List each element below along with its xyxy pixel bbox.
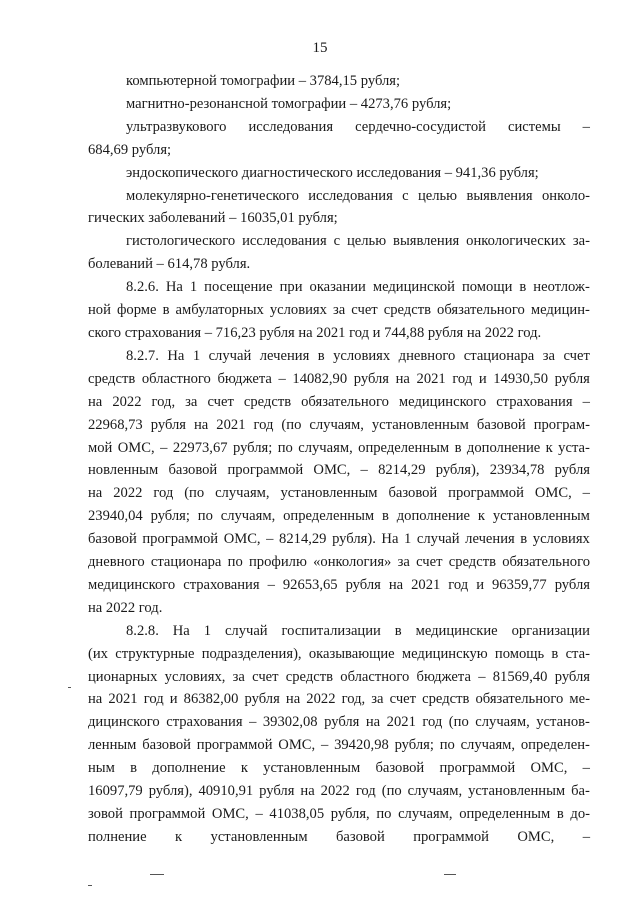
text-line: 8.2.6. На 1 посещение при оказании медицинской помощи в неотлож-: [126, 279, 590, 296]
text-line: зовой программой ОМС, – 41038,05 рубля, по случаям, определенным в до-: [88, 806, 590, 822]
text-line: медицинского страхования – 92653,65 рубля на 2021 год и 96359,77 рубля: [88, 576, 590, 593]
text-line: 16097,79 рубля), 40910,91 рубля на 2022 год (по случаям, установленным ба-: [88, 783, 590, 800]
text-line: на 2022 год, за счет средств обязательного медицинского страхования –: [88, 393, 590, 410]
scan-mark: [150, 874, 164, 875]
text-line: новленным базовой программой ОМС, – 8214,29 рубля), 23934,78 рубля: [88, 462, 590, 479]
page-number: 15: [312, 40, 328, 56]
text-line: на 2022 год (по случаям, установленным базовой программой ОМС, –: [88, 485, 590, 502]
text-line: полнение к установленным базовой программой ОМС, –: [88, 828, 590, 845]
text-line: 23940,04 рубля; по случаям, определенным в дополнение к установленным: [88, 508, 590, 525]
text-line: магнитно-резонансной томографии – 4273,76 рубля;: [126, 95, 452, 112]
scan-mark: [68, 687, 71, 688]
text-line: компьютерной томографии – 3784,15 рубля;: [126, 73, 401, 89]
text-line: средств областного бюджета – 14082,90 рубля на 2021 год и 14930,50 рубля: [88, 370, 590, 387]
text-line: болеваний – 614,78 рубля.: [88, 256, 251, 273]
text-line: дневного стационара по профилю «онкология» за счет средств обязательного: [88, 554, 590, 571]
text-line: базовой программой ОМС, – 8214,29 рубля). На 1 случай лечения в условиях: [88, 531, 590, 548]
text-line: 8.2.7. На 1 случай лечения в условиях дневного стационара за счет: [126, 347, 590, 364]
text-line: ленным базовой программой ОМС, – 39420,98 рубля; по случаям, определен-: [88, 737, 590, 754]
scan-mark: [444, 874, 456, 875]
text-line: гистологического исследования с целью выявления онкологических за-: [126, 233, 590, 250]
text-line: 8.2.8. На 1 случай госпитализации в медицинские организации: [126, 622, 590, 639]
text-line: 684,69 рубля;: [88, 141, 172, 158]
text-line: на 2022 год.: [88, 599, 163, 616]
text-line: дицинского страхования – 39302,08 рубля на 2021 год (по случаям, установ-: [88, 714, 590, 731]
text-line: (их структурные подразделения), оказывающие медицинскую помощь в ста-: [88, 645, 590, 662]
text-line: на 2021 год и 86382,00 рубля на 2022 год, за счет средств обязательного ме-: [88, 691, 590, 708]
text-line: 22968,73 рубля на 2021 год (по случаям, установленным базовой програм-: [88, 416, 590, 433]
text-line: ной форме в амбулаторных условиях за счет средств обязательного медицин-: [88, 302, 590, 319]
text-line: гических заболеваний – 16035,01 рубля;: [88, 210, 338, 227]
scan-mark: [88, 885, 92, 886]
text-line: ным в дополнение к установленным базовой программой ОМС, –: [88, 760, 590, 777]
text-line: ультразвукового исследования сердечно-сосудистой системы –: [126, 118, 590, 135]
document-body: [88, 70, 590, 849]
text-line: эндоскопического диагностического исследования – 941,36 рубля;: [126, 164, 539, 181]
text-line: ционарных условиях, за счет средств областного бюджета – 81569,40 рубля: [88, 668, 590, 685]
text-line: молекулярно-генетического исследования с целью выявления онколо-: [126, 187, 590, 204]
text-line: мой ОМС, – 22973,67 рубля; по случаям, определенным в дополнение к уста-: [88, 439, 590, 456]
text-line: ского страхования – 716,23 рубля на 2021 год и 744,88 рубля на 2022 год.: [88, 324, 542, 341]
